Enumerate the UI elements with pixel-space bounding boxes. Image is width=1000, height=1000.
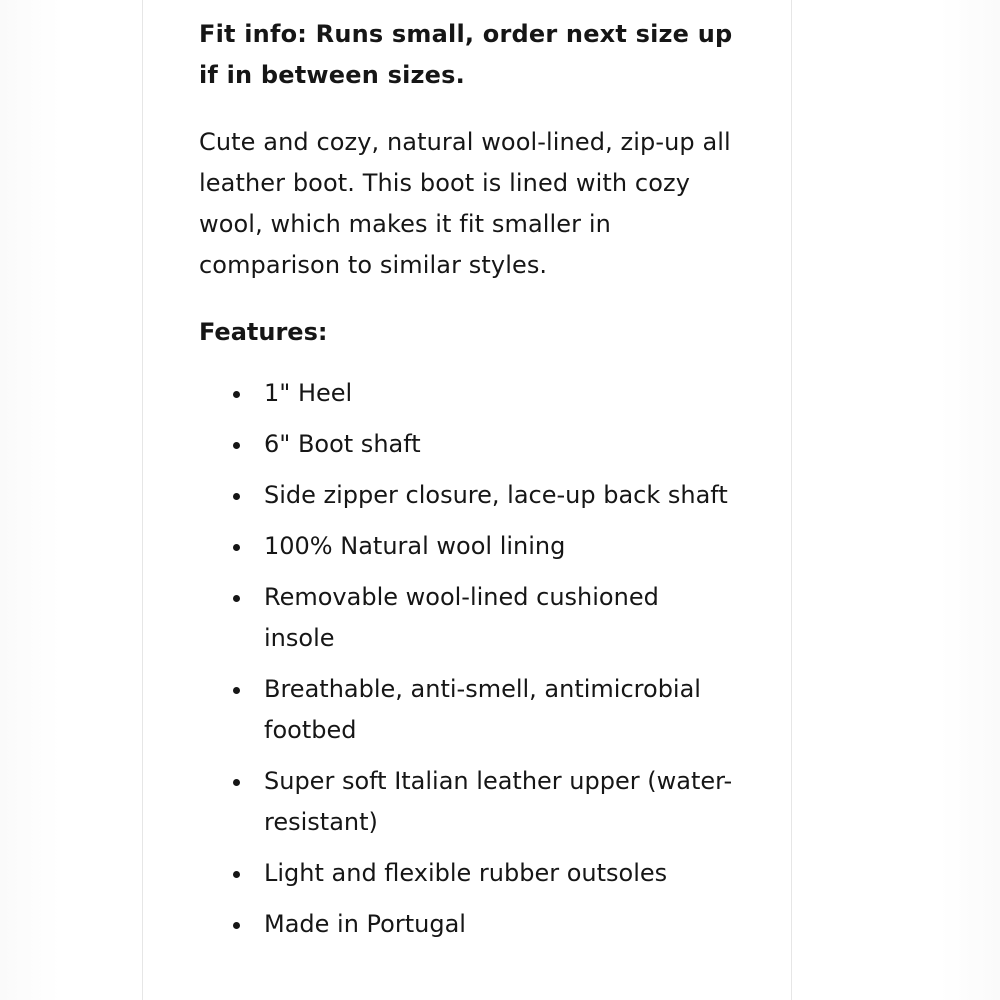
- feature-text: 6" Boot shaft: [264, 430, 421, 458]
- feature-text: Made in Portugal: [264, 910, 466, 938]
- feature-item: [199, 424, 734, 465]
- feature-item: [199, 761, 734, 843]
- feature-text: Super soft Italian leather upper (water-resistant): [264, 767, 733, 836]
- bullet-icon: [233, 779, 240, 786]
- feature-item: [199, 853, 734, 894]
- bullet-icon: [233, 544, 240, 551]
- feature-item: [199, 475, 734, 516]
- bullet-icon: [233, 871, 240, 878]
- feature-item: [199, 577, 734, 659]
- bullet-icon: [233, 442, 240, 449]
- feature-text: 100% Natural wool lining: [264, 532, 566, 560]
- feature-item: [199, 526, 734, 567]
- feature-item: [199, 373, 734, 414]
- product-description-text: [199, 14, 759, 955]
- feature-text: 1" Heel: [264, 379, 353, 407]
- product-description-paragraph: Cute and cozy, natural wool-lined, zip-up all leather boot. This boot is lined with cozy wool, which makes it fit smaller in comparison to similar styles.: [199, 128, 731, 279]
- bullet-icon: [233, 493, 240, 500]
- bullet-icon: [233, 922, 240, 929]
- bullet-icon: [233, 687, 240, 694]
- product-description-panel: [142, 0, 792, 1000]
- features-list: [199, 373, 759, 945]
- features-heading: Features:: [199, 318, 328, 346]
- feature-text: Side zipper closure, lace-up back shaft: [264, 481, 728, 509]
- feature-text: Light and flexible rubber outsoles: [264, 859, 668, 887]
- feature-text: Breathable, anti-smell, antimicrobial footbed: [264, 675, 701, 744]
- feature-item: [199, 904, 734, 945]
- bullet-icon: [233, 595, 240, 602]
- feature-text: Removable wool-lined cushioned insole: [264, 583, 659, 652]
- fit-info-text: Fit info: Runs small, order next size up if in between sizes.: [199, 20, 733, 89]
- bullet-icon: [233, 391, 240, 398]
- feature-item: [199, 669, 734, 751]
